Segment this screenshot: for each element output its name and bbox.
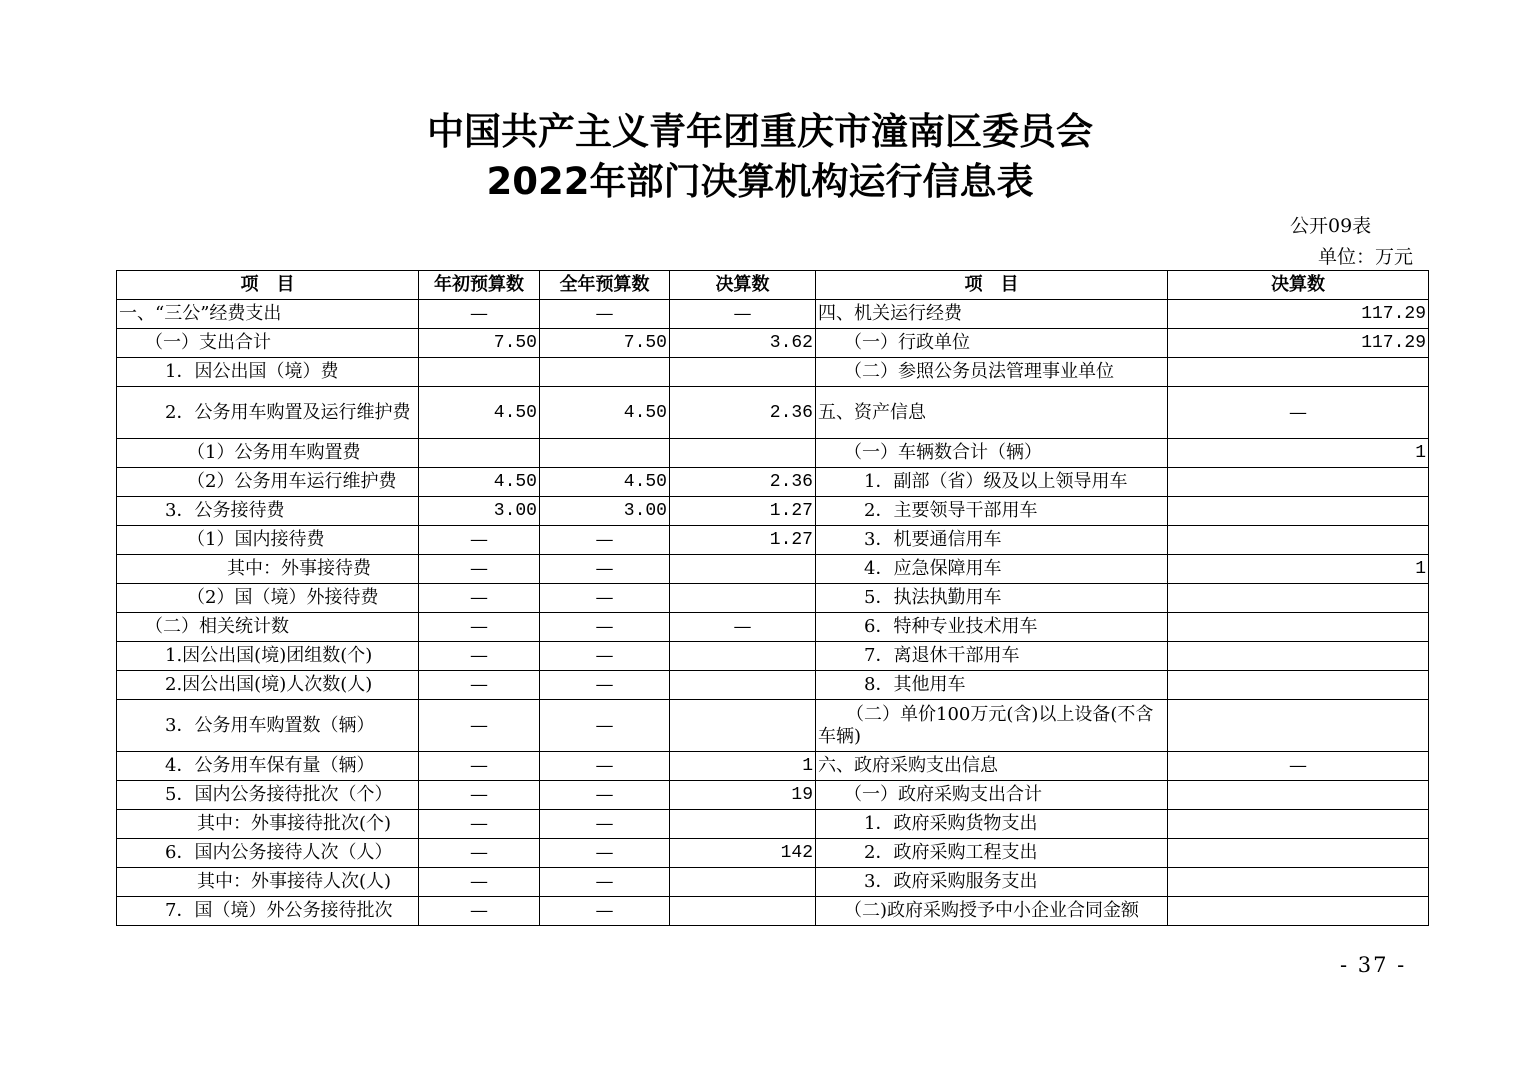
row-final-left: 2.36	[670, 387, 816, 439]
row-budget-full: —	[540, 300, 670, 329]
row-item-right: 4．应急保障用车	[816, 555, 1168, 584]
row-item-right: 1．政府采购货物支出	[816, 810, 1168, 839]
row-item-right: 六、政府采购支出信息	[816, 752, 1168, 781]
row-budget-full	[540, 358, 670, 387]
row-final-left: 142	[670, 839, 816, 868]
row-budget-full: 4.50	[540, 387, 670, 439]
row-budget-initial: —	[419, 613, 540, 642]
row-final-left	[670, 584, 816, 613]
table-row	[117, 752, 1429, 781]
row-item-left: 其中：外事接待人次(人)	[117, 868, 419, 897]
row-final-right: —	[1168, 752, 1429, 781]
unit-label: 单位：万元	[1318, 246, 1414, 268]
row-budget-full: —	[540, 897, 670, 926]
row-item-right: （一）行政单位	[816, 329, 1168, 358]
row-budget-initial: —	[419, 700, 540, 752]
table-row	[117, 387, 1429, 439]
row-budget-initial: 4.50	[419, 387, 540, 439]
row-item-left: （2）公务用车运行维护费	[117, 468, 419, 497]
row-item-right: 8．其他用车	[816, 671, 1168, 700]
row-item-left: 2.因公出国(境)人次数(人)	[117, 671, 419, 700]
row-item-left: 6．国内公务接待人次（人）	[117, 839, 419, 868]
row-budget-full: —	[540, 752, 670, 781]
table-row	[117, 329, 1429, 358]
row-item-left: 一、“三公”经费支出	[117, 300, 419, 329]
row-final-left	[670, 671, 816, 700]
table-row	[117, 868, 1429, 897]
row-budget-initial: —	[419, 839, 540, 868]
row-final-right	[1168, 781, 1429, 810]
row-budget-initial: —	[419, 897, 540, 926]
table-row	[117, 439, 1429, 468]
row-budget-full: —	[540, 526, 670, 555]
row-item-right: （二)政府采购授予中小企业合同金额	[816, 897, 1168, 926]
row-final-right	[1168, 671, 1429, 700]
row-budget-full: —	[540, 671, 670, 700]
table-row	[117, 810, 1429, 839]
row-final-right	[1168, 468, 1429, 497]
row-final-right	[1168, 897, 1429, 926]
row-final-left	[670, 700, 816, 752]
row-item-left: （二）相关统计数	[117, 613, 419, 642]
row-budget-full: 7.50	[540, 329, 670, 358]
header-budget-full: 全年预算数	[540, 271, 670, 300]
row-budget-initial	[419, 439, 540, 468]
row-final-right	[1168, 810, 1429, 839]
row-budget-initial: —	[419, 868, 540, 897]
table-row	[117, 839, 1429, 868]
row-budget-initial: —	[419, 555, 540, 584]
row-item-right: 3．机要通信用车	[816, 526, 1168, 555]
document-title: 中国共产主义青年团重庆市潼南区委员会	[427, 110, 1093, 153]
row-final-left	[670, 868, 816, 897]
table-row	[117, 584, 1429, 613]
row-budget-initial: —	[419, 671, 540, 700]
row-item-right: 1．副部（省）级及以上领导用车	[816, 468, 1168, 497]
table-row	[117, 468, 1429, 497]
row-final-right	[1168, 839, 1429, 868]
header-item-right: 项 目	[816, 271, 1168, 300]
row-final-left	[670, 555, 816, 584]
row-budget-initial	[419, 358, 540, 387]
row-final-right	[1168, 613, 1429, 642]
row-item-right: 2．主要领导干部用车	[816, 497, 1168, 526]
table-row	[117, 613, 1429, 642]
header-item-left: 项 目	[117, 271, 419, 300]
row-budget-full: —	[540, 584, 670, 613]
row-item-left: 3．公务接待费	[117, 497, 419, 526]
row-budget-full: —	[540, 700, 670, 752]
row-final-right	[1168, 584, 1429, 613]
row-item-right: （二）单价100万元(含)以上设备(不含车辆)	[816, 700, 1168, 752]
row-budget-full: 4.50	[540, 468, 670, 497]
row-final-left	[670, 897, 816, 926]
row-item-right: （二）参照公务员法管理事业单位	[816, 358, 1168, 387]
row-final-left	[670, 358, 816, 387]
row-final-left: 1.27	[670, 497, 816, 526]
header-budget-initial: 年初预算数	[419, 271, 540, 300]
row-final-left: 1	[670, 752, 816, 781]
row-final-left: —	[670, 300, 816, 329]
row-budget-full: —	[540, 555, 670, 584]
row-item-right: 5．执法执勤用车	[816, 584, 1168, 613]
row-item-right: 6．特种专业技术用车	[816, 613, 1168, 642]
row-item-left: 3．公务用车购置数（辆）	[117, 700, 419, 752]
row-final-left: —	[670, 613, 816, 642]
row-item-left: 其中：外事接待批次(个)	[117, 810, 419, 839]
row-item-left: （1）国内接待费	[117, 526, 419, 555]
form-number: 公开09表	[1290, 215, 1372, 237]
row-final-left	[670, 439, 816, 468]
header-final-right: 决算数	[1168, 271, 1429, 300]
row-budget-full: 3.00	[540, 497, 670, 526]
row-item-left: 1．因公出国（境）费	[117, 358, 419, 387]
row-final-right: 1	[1168, 439, 1429, 468]
row-budget-initial: —	[419, 300, 540, 329]
row-final-right: 117.29	[1168, 300, 1429, 329]
row-final-right: 117.29	[1168, 329, 1429, 358]
table-row	[117, 526, 1429, 555]
row-budget-initial: 3.00	[419, 497, 540, 526]
row-budget-initial: 7.50	[419, 329, 540, 358]
row-item-right: 四、机关运行经费	[816, 300, 1168, 329]
row-final-right	[1168, 358, 1429, 387]
table-row	[117, 300, 1429, 329]
row-budget-initial: —	[419, 584, 540, 613]
row-item-left: 其中：外事接待费	[117, 555, 419, 584]
row-item-left: 1.因公出国(境)团组数(个)	[117, 642, 419, 671]
row-final-right	[1168, 497, 1429, 526]
row-budget-full: —	[540, 868, 670, 897]
table-row	[117, 497, 1429, 526]
table-row	[117, 642, 1429, 671]
row-final-right: —	[1168, 387, 1429, 439]
row-final-left	[670, 642, 816, 671]
table-row	[117, 671, 1429, 700]
row-final-left: 1.27	[670, 526, 816, 555]
page-number: - 37 -	[1340, 953, 1407, 977]
row-budget-initial: —	[419, 752, 540, 781]
row-item-left: （一）支出合计	[117, 329, 419, 358]
budget-table	[116, 270, 1429, 926]
row-final-right	[1168, 526, 1429, 555]
table-row	[117, 555, 1429, 584]
row-budget-full: —	[540, 810, 670, 839]
row-final-right	[1168, 868, 1429, 897]
row-budget-initial: —	[419, 810, 540, 839]
row-final-right: 1	[1168, 555, 1429, 584]
row-budget-initial: —	[419, 781, 540, 810]
table-row	[117, 700, 1429, 752]
row-budget-initial: —	[419, 642, 540, 671]
row-item-left: 4．公务用车保有量（辆）	[117, 752, 419, 781]
row-final-left: 19	[670, 781, 816, 810]
document-subtitle: 2022年部门决算机构运行信息表	[486, 160, 1034, 203]
header-final-left: 决算数	[670, 271, 816, 300]
row-item-right: 五、资产信息	[816, 387, 1168, 439]
row-item-left: （2）国（境）外接待费	[117, 584, 419, 613]
row-budget-full: —	[540, 613, 670, 642]
row-item-right: （一）车辆数合计（辆）	[816, 439, 1168, 468]
row-item-left: （1）公务用车购置费	[117, 439, 419, 468]
row-item-right: 3．政府采购服务支出	[816, 868, 1168, 897]
row-final-left: 3.62	[670, 329, 816, 358]
row-item-right: （一）政府采购支出合计	[816, 781, 1168, 810]
table-header-row	[117, 271, 1429, 300]
row-budget-full: —	[540, 839, 670, 868]
row-item-left: 5．国内公务接待批次（个）	[117, 781, 419, 810]
row-budget-initial: 4.50	[419, 468, 540, 497]
row-final-right	[1168, 642, 1429, 671]
table-row	[117, 897, 1429, 926]
row-item-left: 2．公务用车购置及运行维护费	[117, 387, 419, 439]
row-final-right	[1168, 700, 1429, 752]
row-item-right: 7．离退休干部用车	[816, 642, 1168, 671]
row-budget-full: —	[540, 642, 670, 671]
table-row	[117, 781, 1429, 810]
row-final-left: 2.36	[670, 468, 816, 497]
row-budget-full	[540, 439, 670, 468]
table-row	[117, 358, 1429, 387]
row-final-left	[670, 810, 816, 839]
row-item-left: 7．国（境）外公务接待批次	[117, 897, 419, 926]
row-budget-initial: —	[419, 526, 540, 555]
row-item-right: 2．政府采购工程支出	[816, 839, 1168, 868]
row-budget-full: —	[540, 781, 670, 810]
